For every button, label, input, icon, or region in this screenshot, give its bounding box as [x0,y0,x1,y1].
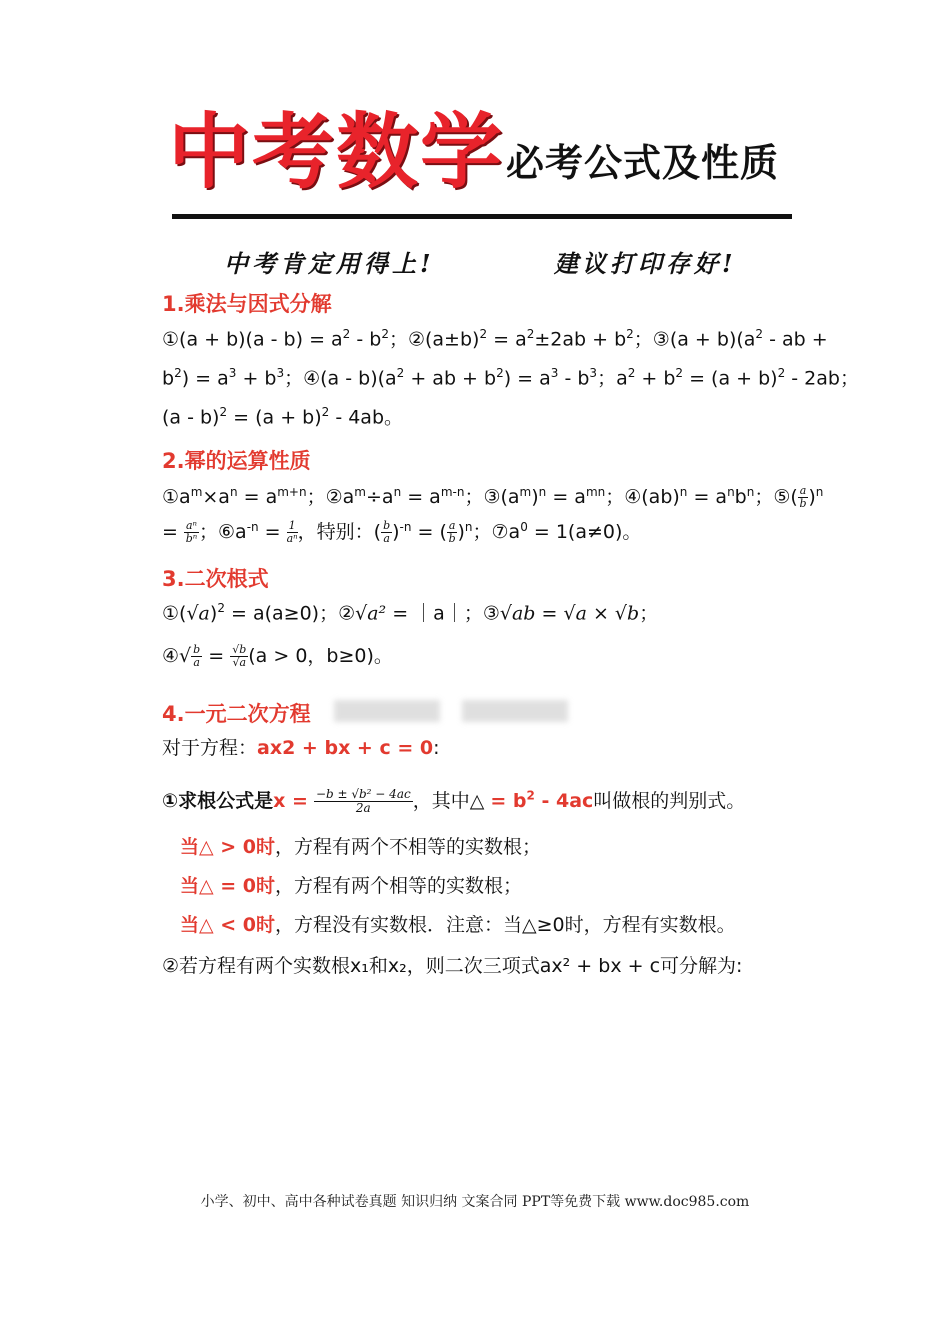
title-divider [172,214,792,219]
blurred-redaction [462,700,568,722]
section-2-heading: 2.幂的运算性质 [162,449,311,473]
section-2-line-1: $①a^m\times a^n = a^{m+n}$；$②a^m\div a^n = a^{m-n}$；$③(a^m)^n = a^{mn}$；④(ab)$^n$ = $a^nb^n$；⑤( $\frac{a}{b}$ )$^n$ [162,484,824,511]
section-1-line-3: $(a - b)^2 = (a + b)^2 - 4ab$。 [162,405,404,429]
section-3-line-1: $①(√a)^2 = a(a\ge 0)$；②√a² = ｜a｜；③√ab = √a × √b； [162,601,659,625]
section-1-line-2: $b^2) = a^3 + b^3$；④(a - $b)(a^2$ + ab + $b^2) = a^3 - b^3$；$a^2 + b^2 = (a + b)^2 - 2ab$； [162,366,859,390]
equation-line: 对于方程：ax2 + bx + c = 0: [162,737,440,759]
section-4-heading: 4.一元二次方程 [162,702,311,726]
section-3-line-2: ④√ $\frac{b}{a}$ = $\frac{√b}{√a}$ (a > 0，b≥0)。 [162,643,393,670]
section-2-line-2: = $\frac{\text{aⁿ}}{\text{bⁿ}}$ ；$⑥a^{-n}$ = $\frac{1}{\text{aⁿ}}$ ，特别：( $\frac{b}{a}$ )$^{-n}$ = ( $\frac{a}{b}$ )$^n$；$⑦a^0 = 1(a\ne 0)$。 [162,519,642,546]
case-positive: 当△ > 0时，方程有两个不相等的实数根； [180,836,541,858]
footer-text: 小学、初中、高中各种试卷真题 知识归纳 文案合同 PPT等免费下载 www.doc985.com [200,1194,750,1210]
blurred-redaction [334,700,440,722]
root-formula-line: ①求根公式是x = $\frac{\text{−b ± √b² − 4ac}}{2a}$ ，其中△ = $b^2 - 4ac$叫做根的判别式。 [162,787,746,816]
factorization-line: ②若方程有两个实数根x₁和x₂，则二次三项式ax² + bx + c可分解为: [162,955,743,977]
subtitle: 必考公式及性质 [506,141,780,185]
main-title: 中考数学 [168,105,505,200]
case-negative: 当△ < 0时，方程没有实数根．注意：当△≥0时，方程有实数根。 [180,914,736,936]
section-1-line-1: ①(a + $b)(a - b) = a^2 - b^2$；$②(a\pm b)^2 = a^2\pm 2ab + b^2$；③(a + $b)(a^2$ - ab + [162,327,828,351]
case-zero: 当△ = 0时，方程有两个相等的实数根； [180,875,522,897]
section-3-heading: 3.二次根式 [162,567,269,591]
slogan-right: 建议打印存好! [554,249,737,278]
slogan-left: 中考肯定用得上! [224,249,435,278]
section-1-heading: 1.乘法与因式分解 [162,292,332,316]
